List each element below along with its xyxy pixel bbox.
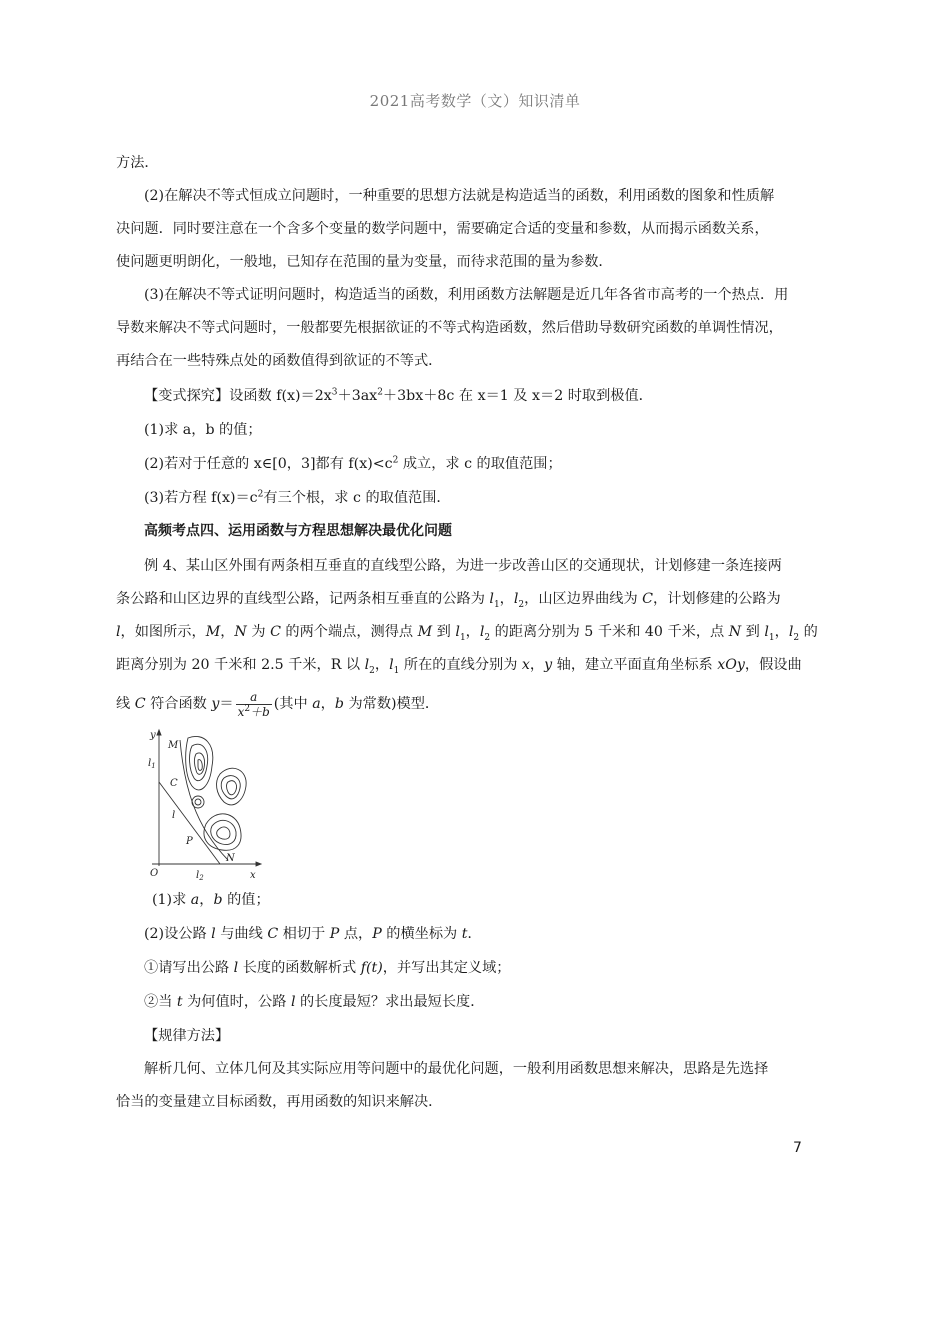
example-line	[116, 622, 818, 643]
t: 线	[116, 696, 135, 712]
label-l1	[148, 758, 156, 770]
var: y	[544, 657, 553, 673]
t: 条公路和山区边界的直线型公路，记两条相互垂直的公路为	[116, 591, 490, 607]
variant-question-2	[144, 454, 808, 474]
label-l1-sub: 1	[151, 762, 156, 770]
var: x	[521, 657, 530, 673]
t: 轴，建立平面直角坐标系	[552, 657, 718, 673]
t: .	[467, 926, 472, 942]
var: b	[213, 892, 223, 908]
superscript: 2	[244, 703, 251, 714]
t: 的长度最短？求出最短长度．	[295, 994, 485, 1010]
var: l	[233, 960, 239, 976]
t: 的	[799, 624, 818, 640]
denominator	[236, 705, 272, 719]
t: 与曲线	[215, 926, 268, 942]
t: ，	[499, 591, 514, 607]
variant-question-1: (1)求 a，b 的值；	[144, 422, 262, 438]
page-number: 7	[793, 1140, 802, 1156]
variant-label: 【变式探究】	[144, 388, 230, 404]
t: 相切于	[278, 926, 330, 942]
t: ，	[320, 696, 335, 712]
t: ，假设曲	[744, 657, 802, 673]
var: b	[334, 696, 344, 712]
t: ，如图所示，	[120, 624, 206, 640]
var: x	[237, 704, 245, 719]
t: 点，	[339, 926, 373, 942]
method-line: 恰当的变量建立目标函数，再用函数的知识来解决．	[116, 1094, 443, 1110]
var: l	[211, 926, 216, 942]
var: l	[788, 624, 794, 640]
example-line	[116, 655, 808, 675]
t: (1)求	[152, 892, 191, 908]
q-text: 成立，求 c 的取值范围；	[398, 456, 562, 472]
var: N	[728, 624, 742, 640]
label-y: y	[150, 730, 156, 741]
stem-text: 设函数 f(x)＝2x	[229, 388, 332, 404]
var: t	[176, 994, 183, 1010]
example-question-2	[144, 924, 808, 944]
subscript: 1	[493, 599, 500, 610]
t: 所在的直线分别为	[399, 657, 522, 673]
var: a	[190, 892, 200, 908]
t: 符合函数	[145, 696, 212, 712]
var: M	[205, 624, 221, 640]
t: ，	[774, 624, 789, 640]
var: l	[455, 624, 460, 640]
example-line	[116, 686, 808, 722]
paragraph-line: (2)在解决不等式恒成立问题时，一种重要的思想方法就是构造适当的函数，利用函数的图象和性质解	[144, 188, 775, 204]
variant-question-3	[144, 488, 808, 508]
example-line: 例 4、某山区外围有两条相互垂直的直线型公路，为进一步改善山区的交通现状，计划修建一条连接两	[144, 558, 782, 574]
paragraph-line: 再结合在一些特殊点处的函数值得到欲证的不等式．	[116, 353, 443, 369]
var: l	[290, 994, 296, 1010]
t: ，山区边界曲线为	[524, 591, 643, 607]
t: ，并写出其定义域；	[382, 960, 511, 976]
var: l	[364, 657, 370, 673]
t: ，	[529, 657, 545, 673]
t: ，	[374, 657, 390, 673]
var: l	[489, 591, 494, 607]
subscript: 1	[459, 632, 466, 643]
numerator: a	[236, 690, 272, 705]
subscript: 2	[518, 599, 525, 610]
subscript: 2	[369, 665, 375, 676]
t: ，	[199, 892, 214, 908]
label-l2-sub: 2	[199, 874, 204, 882]
t: ①请写出公路	[144, 960, 234, 976]
label-M: M	[168, 740, 179, 751]
paragraph-line: (3)在解决不等式证明问题时，构造适当的函数，利用函数方法解题是近几年各省市高考的一个热点．用	[144, 287, 789, 303]
var: f(t)	[360, 960, 383, 976]
var: l	[116, 624, 121, 640]
var: C	[267, 926, 279, 942]
example-question-1	[152, 890, 844, 910]
q-text: (3)若方程 f(x)＝c	[144, 490, 258, 506]
label-C: C	[170, 778, 178, 789]
superscript: 2	[392, 455, 399, 466]
superscript: 3	[331, 387, 338, 398]
variant-stem	[144, 386, 808, 406]
t: 的横坐标为	[381, 926, 462, 942]
var: P	[372, 926, 382, 942]
var: l	[764, 624, 769, 640]
method-line: 解析几何、立体几何及其实际应用等问题中的最优化问题，一般利用函数思想来解决，思路是先选择	[144, 1061, 769, 1077]
stem-text: ＋3bx＋8c 在 x＝1 及 x＝2 时取到极值．	[382, 388, 653, 404]
t: 为何值时，公路	[182, 994, 291, 1010]
t: 的值；	[222, 892, 270, 908]
var: C	[642, 591, 654, 607]
label-N: N	[226, 853, 235, 864]
subscript: 2	[484, 632, 491, 643]
contour-map-diagram	[140, 726, 280, 886]
subscript: 1	[768, 632, 775, 643]
subscript: 1	[393, 665, 400, 676]
var: C	[134, 696, 146, 712]
var: xOy	[717, 657, 745, 673]
stem-text: ＋3ax	[337, 388, 378, 404]
t: 到	[432, 624, 456, 640]
paragraph-line: 方法．	[116, 155, 159, 171]
label-x: x	[250, 870, 256, 881]
t: 长度的函数解析式	[238, 960, 361, 976]
subscript: 2	[793, 632, 800, 643]
var: ＋b	[250, 704, 270, 719]
t: ②当	[144, 994, 177, 1010]
t: 距离分别为 20 千米和 2.5 千米，R 以	[116, 657, 365, 673]
var: a	[312, 696, 321, 712]
fraction	[236, 690, 272, 719]
t: 到	[741, 624, 765, 640]
page-header: 2021高考数学（文）知识清单	[369, 92, 581, 110]
t: 为	[246, 624, 271, 640]
t: (其中	[273, 696, 313, 712]
var: P	[329, 926, 340, 942]
map-figure	[140, 726, 280, 886]
superscript: 2	[257, 489, 264, 500]
paragraph-line: 使问题更明朗化，一般地，已知存在范围的量为变量，而待求范围的量为参数．	[116, 254, 613, 270]
t: ，	[220, 624, 235, 640]
t: ，	[465, 624, 480, 640]
paragraph-line: 决问题．同时要注意在一个含多个变量的数学问题中，需要确定合适的变量和参数，从而揭示函数关系，	[116, 221, 769, 237]
label-l: l	[172, 810, 176, 821]
var: M	[417, 624, 433, 640]
var: C	[270, 624, 281, 640]
var: l	[389, 657, 394, 673]
var: l	[513, 591, 519, 607]
example-line	[116, 589, 808, 609]
t: 的两个端点，测得点	[280, 624, 418, 640]
t: (2)设公路	[144, 926, 212, 942]
var: y	[211, 696, 220, 712]
method-label: 【规律方法】	[144, 1028, 230, 1044]
section-heading: 高频考点四、运用函数与方程思想解决最优化问题	[144, 523, 452, 539]
q-text: 有三个根，求 c 的取值范围．	[263, 490, 451, 506]
label-l1-main: l	[148, 758, 152, 769]
t: 的距离分别为 5 千米和 40 千米，点	[490, 624, 729, 640]
label-P: P	[186, 836, 193, 847]
t: ＝	[219, 696, 234, 712]
example-subquestion-2	[144, 992, 808, 1012]
var: t	[461, 926, 468, 942]
label-O: O	[150, 868, 159, 879]
paragraph-line: 导数来解决不等式问题时，一般都要先根据欲证的不等式构造函数，然后借助导数研究函数的单调性情况，	[116, 320, 783, 336]
superscript: 2	[377, 387, 383, 398]
var: N	[234, 624, 247, 640]
q-text: (2)若对于任意的 x∈[0，3]都有 f(x)<c	[144, 456, 393, 472]
t: 为常数)模型．	[343, 696, 440, 712]
label-l2-main: l	[196, 870, 200, 881]
var: l	[479, 624, 485, 640]
label-l2	[196, 870, 204, 882]
t: ，计划修建的公路为	[653, 591, 781, 607]
example-subquestion-1	[144, 958, 808, 978]
